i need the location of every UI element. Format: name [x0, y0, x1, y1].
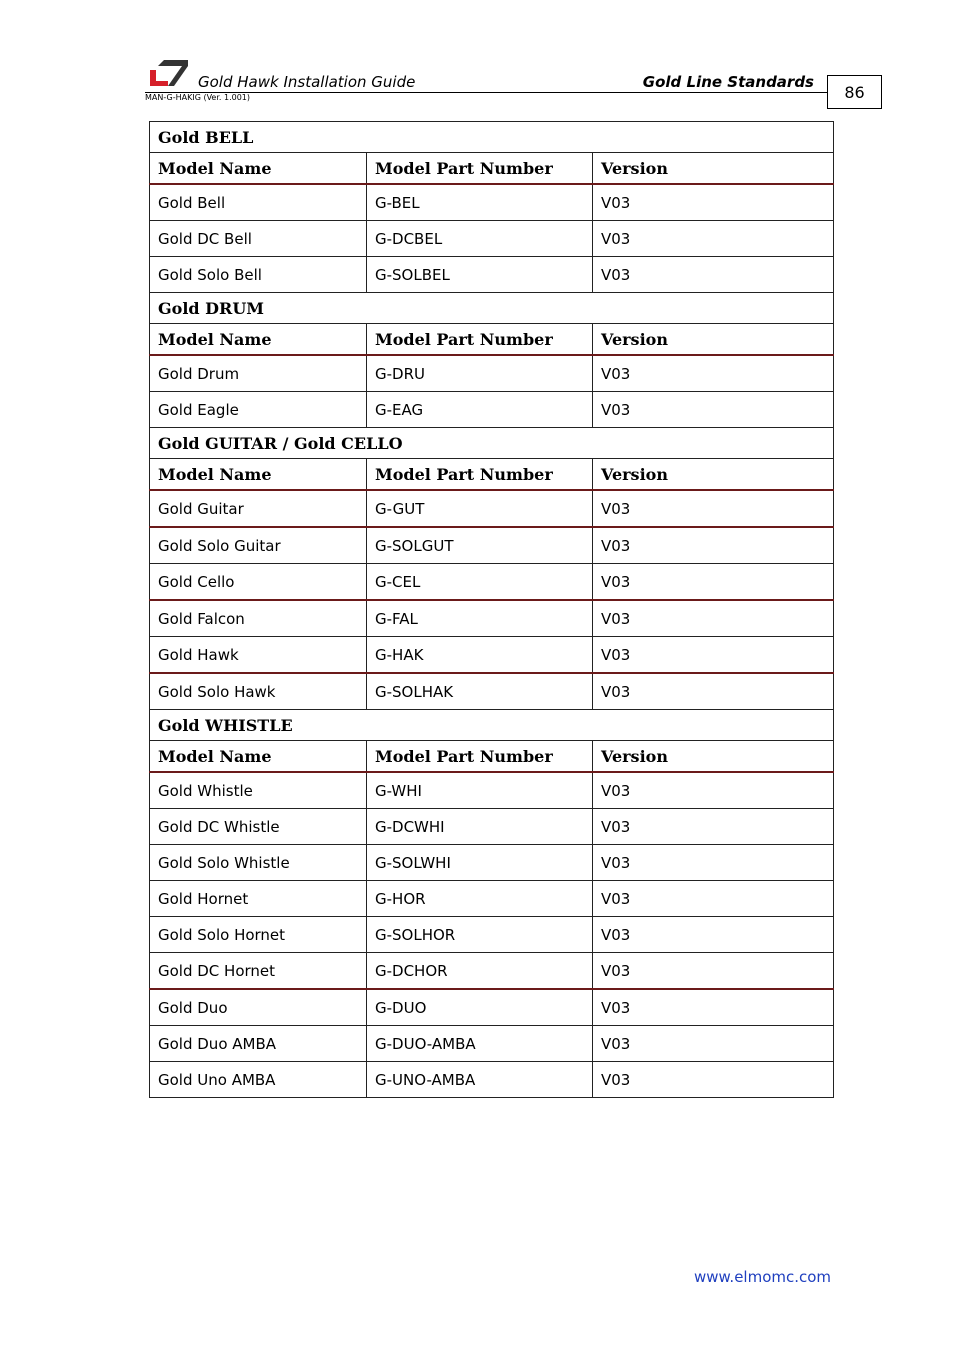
column-header: Version [593, 741, 834, 773]
table-cell: V03 [593, 673, 834, 710]
table-cell: G-EAG [367, 392, 593, 428]
column-header-row [150, 741, 834, 773]
table-cell: G-DRU [367, 355, 593, 392]
table-row [150, 809, 834, 845]
table-cell: Gold Eagle [150, 392, 367, 428]
table-cell: V03 [593, 1062, 834, 1098]
column-header: Model Part Number [367, 153, 593, 185]
group-title-row [150, 122, 834, 153]
table-cell: V03 [593, 527, 834, 564]
group-title: Gold GUITAR / Gold CELLO [150, 428, 834, 459]
table-cell: G-SOLHAK [367, 673, 593, 710]
page-number: 86 [827, 75, 882, 109]
model-table [149, 121, 834, 1098]
website-link[interactable]: www.elmomc.com [694, 1268, 832, 1286]
table-cell: Gold Bell [150, 184, 367, 221]
table-row [150, 772, 834, 809]
column-header: Model Name [150, 324, 367, 356]
doc-title: Gold Hawk Installation Guide [198, 73, 416, 91]
table-cell: Gold Drum [150, 355, 367, 392]
column-header: Version [593, 153, 834, 185]
table-row [150, 257, 834, 293]
table-row [150, 673, 834, 710]
table-cell: G-DUO [367, 989, 593, 1026]
column-header-row [150, 324, 834, 356]
table-row [150, 600, 834, 637]
table-cell: G-HAK [367, 637, 593, 674]
table-row [150, 989, 834, 1026]
table-cell: G-DCBEL [367, 221, 593, 257]
table-cell: V03 [593, 1026, 834, 1062]
table-row [150, 564, 834, 601]
table-cell: Gold Hawk [150, 637, 367, 674]
table-cell: V03 [593, 184, 834, 221]
table-cell: V03 [593, 221, 834, 257]
table-cell: G-SOLWHI [367, 845, 593, 881]
table-cell: Gold Solo Guitar [150, 527, 367, 564]
table-cell: G-UNO-AMBA [367, 1062, 593, 1098]
table-cell: V03 [593, 637, 834, 674]
table-cell: V03 [593, 845, 834, 881]
page-header [0, 0, 954, 120]
table-cell: V03 [593, 881, 834, 917]
column-header: Version [593, 324, 834, 356]
table-cell: G-WHI [367, 772, 593, 809]
table-cell: Gold Solo Hawk [150, 673, 367, 710]
table-cell: V03 [593, 917, 834, 953]
table-cell: V03 [593, 392, 834, 428]
doc-code: MAN-G-HAKIG (Ver. 1.001) [145, 93, 251, 102]
table-cell: V03 [593, 257, 834, 293]
table-cell: G-SOLHOR [367, 917, 593, 953]
table-cell: G-DCWHI [367, 809, 593, 845]
table-cell: V03 [593, 355, 834, 392]
table-cell: G-GUT [367, 490, 593, 527]
column-header: Version [593, 459, 834, 491]
table-cell: Gold DC Bell [150, 221, 367, 257]
table-row [150, 637, 834, 674]
table-cell: Gold Guitar [150, 490, 367, 527]
table-row [150, 392, 834, 428]
section-title: Gold Line Standards [642, 73, 814, 91]
table-cell: V03 [593, 772, 834, 809]
group-title-row [150, 293, 834, 324]
table-cell: Gold DC Whistle [150, 809, 367, 845]
table-cell: Gold Hornet [150, 881, 367, 917]
column-header-row [150, 153, 834, 185]
table-cell: Gold Solo Whistle [150, 845, 367, 881]
table-row [150, 1026, 834, 1062]
elmo-logo-icon [148, 58, 190, 88]
header-divider [145, 92, 828, 93]
table-row [150, 953, 834, 990]
table-cell: Gold Duo AMBA [150, 1026, 367, 1062]
table-row [150, 1062, 834, 1098]
table-cell: Gold Duo [150, 989, 367, 1026]
table-cell: G-DCHOR [367, 953, 593, 990]
table-row [150, 184, 834, 221]
table-cell: Gold Falcon [150, 600, 367, 637]
table-cell: G-SOLGUT [367, 527, 593, 564]
group-title: Gold DRUM [150, 293, 834, 324]
column-header: Model Part Number [367, 741, 593, 773]
table-cell: G-CEL [367, 564, 593, 601]
table-row [150, 917, 834, 953]
table-cell: V03 [593, 989, 834, 1026]
table-cell: Gold Uno AMBA [150, 1062, 367, 1098]
table-cell: V03 [593, 953, 834, 990]
group-title-row [150, 710, 834, 741]
column-header: Model Name [150, 153, 367, 185]
table-cell: V03 [593, 809, 834, 845]
column-header: Model Name [150, 741, 367, 773]
table-cell: V03 [593, 564, 834, 601]
table-cell: Gold Cello [150, 564, 367, 601]
table-cell: G-HOR [367, 881, 593, 917]
table-cell: Gold Solo Hornet [150, 917, 367, 953]
column-header-row [150, 459, 834, 491]
group-title-row [150, 428, 834, 459]
table-cell: Gold Whistle [150, 772, 367, 809]
table-row [150, 881, 834, 917]
column-header: Model Part Number [367, 324, 593, 356]
group-title: Gold BELL [150, 122, 834, 153]
column-header: Model Part Number [367, 459, 593, 491]
table-cell: Gold Solo Bell [150, 257, 367, 293]
column-header: Model Name [150, 459, 367, 491]
group-title: Gold WHISTLE [150, 710, 834, 741]
table-cell: G-BEL [367, 184, 593, 221]
table-cell: V03 [593, 600, 834, 637]
table-row [150, 355, 834, 392]
table-cell: Gold DC Hornet [150, 953, 367, 990]
table-cell: V03 [593, 490, 834, 527]
table-row [150, 845, 834, 881]
table-row [150, 527, 834, 564]
table-cell: G-FAL [367, 600, 593, 637]
table-cell: G-DUO-AMBA [367, 1026, 593, 1062]
table-row [150, 221, 834, 257]
table-row [150, 490, 834, 527]
table-cell: G-SOLBEL [367, 257, 593, 293]
